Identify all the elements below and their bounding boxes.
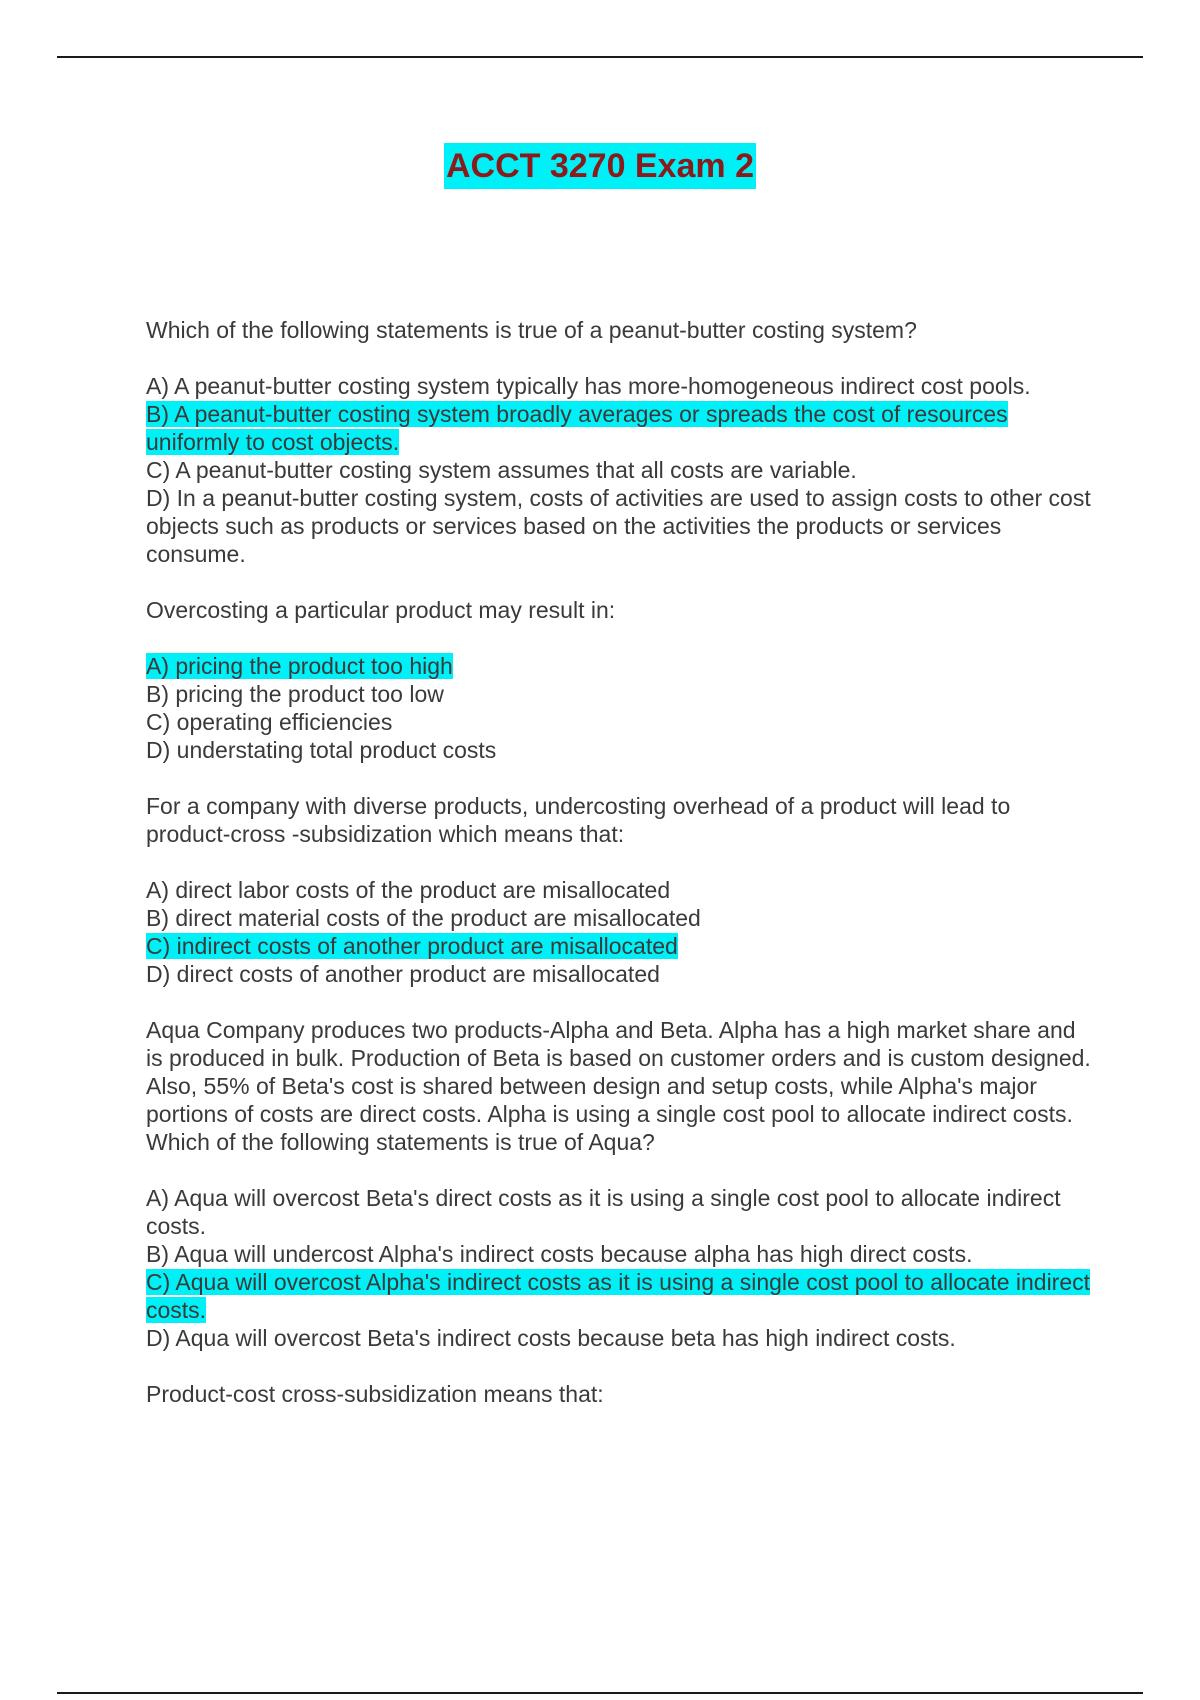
option-a: A) A peanut-butter costing system typically has more-homogeneous indirect cost pools. bbox=[146, 373, 1031, 399]
title-container bbox=[0, 143, 1200, 189]
document-body bbox=[146, 316, 1096, 1436]
option-d: D) Aqua will overcost Beta's indirect costs because beta has high indirect costs. bbox=[146, 1325, 956, 1351]
option-a: A) direct labor costs of the product are misallocated bbox=[146, 877, 671, 903]
highlighted-answer: B) A peanut-butter costing system broadly averages or spreads the cost of resources uniformly to cost objects. bbox=[146, 401, 1008, 455]
option-d: D) direct costs of another product are misallocated bbox=[146, 961, 660, 987]
document-title: ACCT 3270 Exam 2 bbox=[444, 143, 756, 189]
option-b: B) Aqua will undercost Alpha's indirect costs because alpha has high direct costs. bbox=[146, 1241, 973, 1267]
option-b: B) direct material costs of the product are misallocated bbox=[146, 905, 701, 931]
option-d: D) understating total product costs bbox=[146, 737, 497, 763]
highlighted-answer: A) pricing the product too high bbox=[146, 653, 453, 679]
option-a bbox=[146, 652, 1096, 680]
highlighted-answer: C) indirect costs of another product are misallocated bbox=[146, 933, 678, 959]
question-options bbox=[146, 372, 1096, 568]
option-c bbox=[146, 1268, 1096, 1324]
top-rule bbox=[57, 56, 1143, 58]
question-prompt: Aqua Company produces two products-Alpha and Beta. Alpha has a high market share and is produced in bulk. Production of Beta is based on customer orders and is custom designed. Also, 55% of Beta's cost is shared between design and setup costs, while Alpha's major portions of costs are direct costs. Alpha is using a single cost pool to allocate indirect costs. Which of the following statements is true of Aqua? bbox=[146, 1017, 1091, 1155]
option-c bbox=[146, 932, 1096, 960]
question-prompt: For a company with diverse products, undercosting overhead of a product will lead to product-cross -subsidization which means that: bbox=[146, 793, 1011, 847]
option-b: B) pricing the product too low bbox=[146, 681, 444, 707]
option-d: D) In a peanut-butter costing system, costs of activities are used to assign costs to other cost objects such as products or services based on the activities the products or services consume. bbox=[146, 485, 1091, 567]
question-prompt: Which of the following statements is true of a peanut-butter costing system? bbox=[146, 317, 917, 343]
option-a: A) Aqua will overcost Beta's direct costs as it is using a single cost pool to allocate indirect costs. bbox=[146, 1185, 1061, 1239]
option-c: C) operating efficiencies bbox=[146, 709, 393, 735]
bottom-rule bbox=[57, 1692, 1143, 1694]
question-options bbox=[146, 876, 1096, 988]
question-prompt: Overcosting a particular product may result in: bbox=[146, 597, 616, 623]
option-b bbox=[146, 400, 1096, 456]
highlighted-answer: C) Aqua will overcost Alpha's indirect costs as it is using a single cost pool to allocate indirect costs. bbox=[146, 1269, 1091, 1323]
question-options bbox=[146, 652, 1096, 764]
question-options bbox=[146, 1184, 1096, 1352]
option-c: C) A peanut-butter costing system assumes that all costs are variable. bbox=[146, 457, 857, 483]
question-prompt: Product-cost cross-subsidization means that: bbox=[146, 1381, 604, 1407]
